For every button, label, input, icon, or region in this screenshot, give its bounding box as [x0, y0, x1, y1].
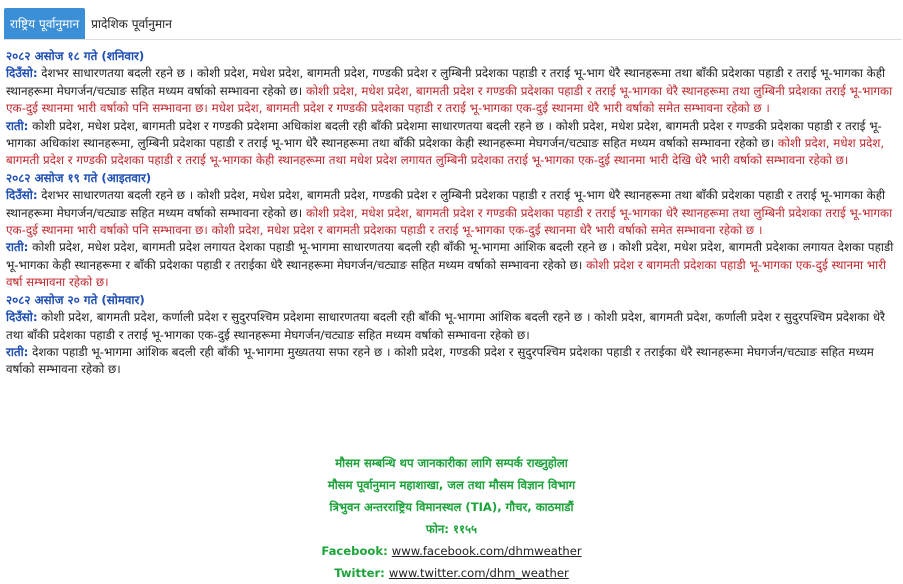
daytime-warning: कोशी प्रदेश, मधेश प्रदेश, बागमती प्रदेश र गण्डकी प्रदेशका पहाडी र तराई भू-भागका धेरै स्थानहरूमा तथा लुम्बिनी प्रदेशका तराई भू-भागका एक-दुई स्थानमा भारी वर्षाको पनि सम्भावना छ। कोशी प्रदेश, मधेश प्रदेश र बागमती प्रदेशका पहाडी र तराई भू-भागका एक-दुई स्थानमा धेरै भारी वर्षाको समेत सम्भावना रहेको छ ।	[6, 205, 893, 238]
night-text: देशका पहाडी भू-भागमा आंशिक बदली रही बाँकी भू-भागमा मुख्यतया सफा रहने छ । कोशी प्रदेश, गण्डकी प्रदेश र सुदुरपश्चिम प्रदेशका पहाडी र तराईका धेरै स्थानहरूमा मेघगर्जन/चट्याङ सहित मध्यम वर्षाको सम्भावना रहेको छ।	[6, 344, 874, 377]
night-warning: कोशी प्रदेश, मधेश प्रदेश, बागमती प्रदेश र गण्डकी प्रदेशका पहाडी र तराई भू-भागका केही स्थानहरूमा तथा मधेश प्रदेश लगायत लुम्बिनी प्रदेशका तराई भू-भागका एक-दुई स्थानमा भारी देखि धेरै भारी वर्षाको सम्भावना रहेको छ।	[6, 136, 885, 168]
daytime-label: दिउँसो:	[6, 310, 38, 325]
night-label: राती:	[6, 118, 29, 133]
night-text: कोशी प्रदेश, मधेश प्रदेश, बागमती प्रदेश र गण्डकी प्रदेशमा अधिकांश बदली रही बाँकी प्रदेशमा साधारणतया बदली रहने छ । कोशी प्रदेश, मधेश प्रदेश, बागमती प्रदेश र गण्डकी प्रदेशका पहाडी र तराई भू-भागका अधिकांश स्थानहरूमा, लुम्बिनी प्रदेशका पहाडी र तराई भू-भाग धेरै स्थानहरूमा तथा बाँकी प्रदेशका केही स्थानहरूमा मेघगर्जन/चट्याङ सहित मध्यम वर्षाको सम्भावना रहेको छ।	[6, 118, 882, 151]
daytime-label: दिउँसो:	[6, 188, 38, 203]
daytime-text: कोशी प्रदेश, बागमती प्रदेश, कर्णाली प्रदेश र सुदुरपश्चिम प्रदेशमा साधारणतया बदली रही बाँकी भू-भागमा आंशिक बदली रहने छ । कोशी प्रदेश, बागमती प्रदेश, कर्णाली प्रदेश र सुदुरपश्चिम प्रदेशका धेरै तथा बाँकी प्रदेशका पहाडी र तराई भू-भागका एक-दुई स्थानहरूमा मेघगर्जन/चट्याङ सहित मध्यम वर्षाको सम्भावना रहेको छ।	[6, 310, 886, 342]
facebook-label: Facebook:	[321, 544, 388, 558]
day-heading: २०८२ असोज १८ गते (शनिवार)	[6, 49, 145, 63]
daytime-label: दिउँसो:	[6, 66, 38, 81]
night-forecast	[6, 118, 899, 170]
day-forecast-2	[6, 170, 899, 292]
day-heading: २०८२ असोज १९ गते (आइतवार)	[6, 170, 152, 185]
day-forecast-1	[6, 48, 899, 170]
night-forecast	[6, 344, 899, 379]
contact-footer	[0, 452, 903, 584]
footer-facebook	[0, 540, 903, 562]
night-forecast	[6, 239, 899, 291]
footer-contact-note: मौसम सम्बन्धि थप जानकारीका लागि सम्पर्क राख्नुहोला	[335, 456, 568, 470]
footer-twitter	[0, 562, 903, 584]
daytime-forecast	[6, 309, 899, 344]
night-label: राती:	[6, 344, 29, 359]
forecast-tabs	[4, 8, 902, 40]
daytime-text: देशभर साधारणतया बदली रहने छ । कोशी प्रदेश, मधेश प्रदेश, बागमती प्रदेश, गण्डकी प्रदेश र लुम्बिनी प्रदेशका पहाडी र तराई भू-भाग धेरै स्थानहरूमा तथा बाँकी प्रदेशका पहाडी र तराई भू-भागका केही स्थानहरूमा मेघगर्जन/चट्याङ सहित मध्यम वर्षाको सम्भावना रहेको छ।	[6, 188, 886, 220]
forecast-content	[6, 48, 899, 379]
facebook-link[interactable]: www.facebook.com/dhmweather	[391, 544, 582, 558]
night-warning: कोशी प्रदेश र बागमती प्रदेशका पहाडी भू-भागका एक-दुई स्थानमा भारी वर्षा सम्भावना रहेको छ।	[6, 257, 887, 290]
footer-phone: फोन: ११५५	[425, 522, 478, 536]
daytime-forecast	[6, 187, 899, 239]
footer-address: त्रिभुवन अन्तरराष्ट्रिय विमानस्थल (TIA), गौचर, काठमाडौं	[329, 500, 574, 514]
day-forecast-3	[6, 292, 899, 379]
daytime-forecast	[6, 65, 899, 117]
daytime-text: देशभर साधारणतया बदली रहने छ । कोशी प्रदेश, मधेश प्रदेश, बागमती प्रदेश, गण्डकी प्रदेश र लुम्बिनी प्रदेशका पहाडी र तराई भू-भाग धेरै स्थानहरूमा तथा बाँकी प्रदेशका पहाडी र तराई भू-भागका केही स्थानहरूमा मेघगर्जन/चट्याङ सहित मध्यम वर्षाको सम्भावना रहेको छ।	[6, 66, 886, 98]
tab-provincial-forecast[interactable]: प्रादेशिक पूर्वानुमान	[91, 17, 172, 31]
footer-department: मौसम पूर्वानुमान महाशाखा, जल तथा मौसम विज्ञान विभाग	[327, 478, 576, 492]
twitter-label: Twitter:	[334, 566, 385, 580]
twitter-link[interactable]: www.twitter.com/dhm_weather	[388, 566, 569, 580]
tab-national-forecast[interactable]: राष्ट्रिय पूर्वानुमान	[4, 8, 85, 39]
night-text: कोशी प्रदेश, मधेश प्रदेश, बागमती प्रदेश लगायत देशका पहाडी भू-भागमा साधारणतया बदली रही बाँकी भू-भागमा आंशिक बदली रहने छ । कोशी प्रदेश, मधेश प्रदेश, बागमती प्रदेशका लगायत देशका पहाडी भू-भागका केही स्थानहरूमा र बाँकी प्रदेशका पहाडी र तराईका धेरै स्थानहरूमा मेघगर्जन/चट्याङ सहित मध्यम वर्षाको सम्भावना रहेको छ।	[6, 240, 894, 272]
daytime-warning: कोशी प्रदेश, मधेश प्रदेश, बागमती प्रदेश र गण्डकी प्रदेशका पहाडी र तराई भू-भागका धेरै स्थानहरूमा तथा लुम्बिनी प्रदेशका तराई भू-भागका एक-दुई स्थानमा भारी वर्षाको पनि सम्भावना छ। मधेश प्रदेश, बागमती प्रदेश र गण्डकी प्रदेशका पहाडी र तराई भू-भागका एक-दुई स्थानमा धेरै भारी वर्षाको समेत सम्भावना रहेको छ ।	[6, 83, 893, 116]
night-label: राती:	[6, 240, 29, 255]
day-heading: २०८२ असोज २० गते (सोमवार)	[6, 292, 145, 307]
